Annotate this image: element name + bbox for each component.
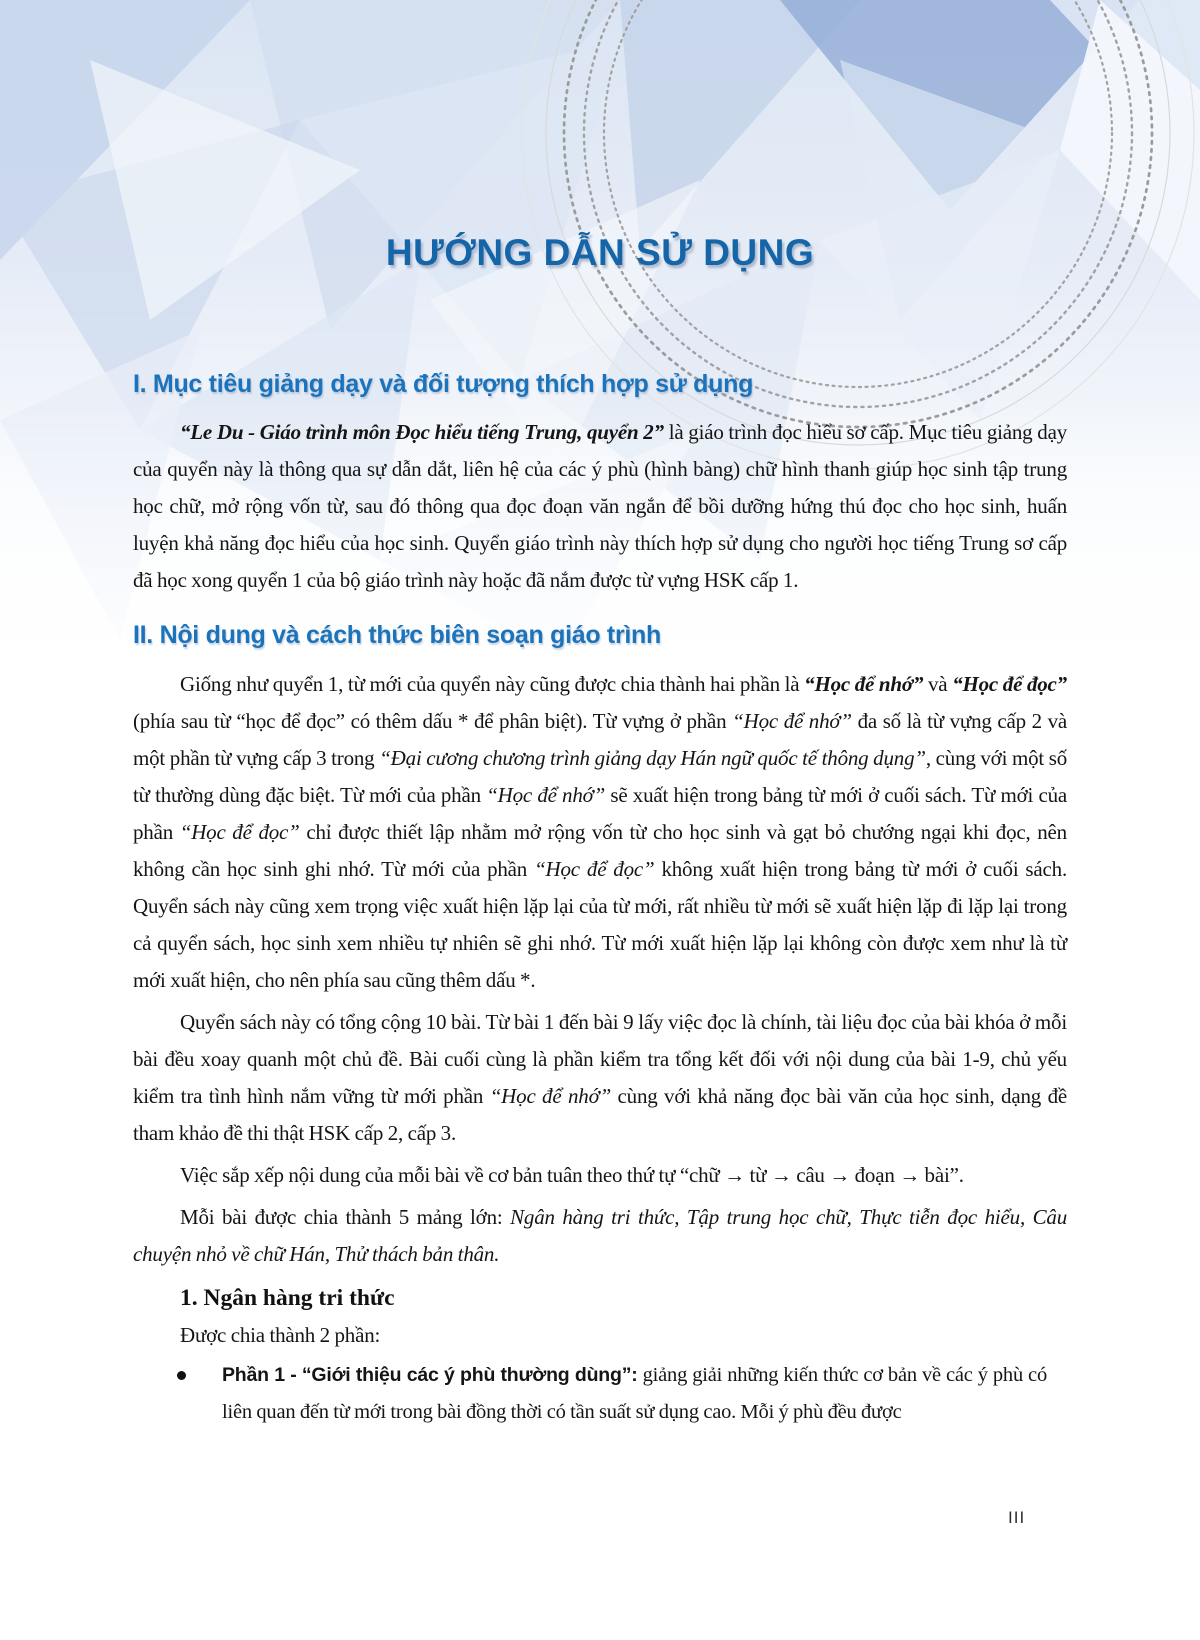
paragraph-ten-lessons: Quyển sách này có tổng cộng 10 bài. Từ bài 1 đến bài 9 lấy việc đọc là chính, tài liệu đọc của bài khóa ở mỗi bài đều xoay quanh một chủ đề. Bài cuối cùng là phần kiểm tra tổng kết đối với nội dung của bài 1-9, chủ yếu kiểm tra tình hình nắm vững từ mới phần “Học để nhớ” cùng với khả năng đọc bài văn của học sinh, dạng đề tham khảo đề thi thật HSK cấp 2, cấp 3. (133, 1010, 1067, 1145)
paragraph-objectives: “Le Du - Giáo trình môn Đọc hiểu tiếng Trung, quyển 2” là giáo trình đọc hiểu sơ cấp. Mục tiêu giảng dạy của quyển này là thông qua sự dẫn dắt, liên hệ của các ý phù (hình bàng) chữ hình thanh giúp học sinh tập trung học chữ, mở rộng vốn từ, sau đó thông qua đọc đoạn văn ngắn để bồi dưỡng hứng thú đọc cho học sinh, huấn luyện khả năng đọc hiểu của học sinh. Quyển giáo trình này thích hợp sử dụng cho người học tiếng Trung sơ cấp đã học xong quyển 1 của bộ giáo trình này hoặc đã nắm được từ vựng HSK cấp 1. (133, 420, 1067, 592)
page-content (133, 0, 1067, 1431)
page-number: III (1008, 1508, 1026, 1527)
paragraph-order: Việc sắp xếp nội dung của mỗi bài về cơ bản tuân theo thứ tự “chữ → từ → câu → đoạn → bài”. (180, 1163, 964, 1187)
list-item-text: Phần 1 - “Giới thiệu các ý phù thường dùng”: giảng giải những kiến thức cơ bản về các ý phù có liên quan đến từ mới trong bài đồng thời có tần suất sử dụng cao. Mỗi ý phù đều được (222, 1364, 1047, 1423)
paragraph-vocab-parts: Giống như quyển 1, từ mới của quyển này cũng được chia thành hai phần là “Học để nhớ” và “Học để đọc” (phía sau từ “học để đọc” có thêm dấu * để phân biệt). Từ vựng ở phần “Học để nhớ” đa số là từ vựng cấp 2 và một phần từ vựng cấp 3 trong “Đại cương chương trình giảng dạy Hán ngữ quốc tế thông dụng”, cùng với một số từ thường dùng đặc biệt. Từ mới của phần “Học để nhớ” sẽ xuất hiện trong bảng từ mới ở cuối sách. Từ mới của phần “Học để đọc” chỉ được thiết lập nhằm mở rộng vốn từ cho học sinh và gạt bỏ chướng ngại khi đọc, nên không cần học sinh ghi nhớ. Từ mới của phần “Học để đọc” không xuất hiện trong bảng từ mới ở cuối sách. Quyển sách này cũng xem trọng việc xuất hiện lặp lại của từ mới, rất nhiều từ mới sẽ xuất hiện lặp đi lặp lại trong cả quyển sách, học sinh xem nhiều tự nhiên sẽ ghi nhớ. Từ mới xuất hiện lặp lại không còn được xem như là từ mới xuất hiện, cho nên phía sau cũng thêm dấu *. (133, 672, 1068, 992)
bullet-icon (177, 1371, 186, 1380)
page-title: HƯỚNG DẪN SỬ DỤNG (385, 232, 815, 273)
section-1-heading: I. Mục tiêu giảng dạy và đối tượng thích hợp sử dụng (133, 370, 754, 398)
list-item (133, 1357, 1067, 1431)
section-2-heading: II. Nội dung và cách thức biên soạn giáo trình (133, 621, 661, 649)
subsection-intro: Được chia thành 2 phần: (180, 1323, 381, 1347)
subsection-1-title: 1. Ngân hàng tri thức (180, 1285, 395, 1311)
paragraph-five-blocks: Mỗi bài được chia thành 5 mảng lớn: Ngân hàng tri thức, Tập trung học chữ, Thực tiễn đọc hiểu, Câu chuyện nhỏ về chữ Hán, Thử thách bản thân. (133, 1205, 1067, 1266)
